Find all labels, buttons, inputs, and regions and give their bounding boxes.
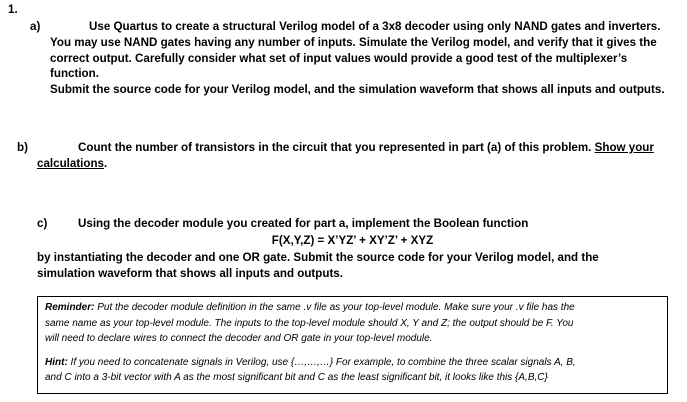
reminder-line-3: will need to declare wires to connect the decoder and OR gate in your top-level module. <box>45 333 433 344</box>
part-b-line-2 <box>37 156 107 172</box>
part-b-tail: . <box>104 157 108 170</box>
part-b-text: Count the number of transistors in the circuit that you represented in part (a) of this problem. <box>78 141 595 154</box>
part-a-body <box>50 35 665 97</box>
part-c-line-4: simulation waveform that shows all inputs and outputs. <box>37 267 343 280</box>
part-b-underlined-2: calculations <box>37 157 105 170</box>
part-a-label: a) <box>30 20 41 33</box>
hint-line-1 <box>45 355 667 371</box>
reminder-line-2: same name as your top-level module. The inputs to the top-level module should X, Y and Z; the output should be F. You <box>45 317 574 329</box>
hint-line-2: and C into a 3-bit vector with A as the most significant bit and C as the least significant bit, it looks like this {A,B,C} <box>45 372 548 383</box>
part-a-line-1: Use Quartus to create a structural Verilog model of a 3x8 decoder using only NAND gates and inverters. <box>89 20 661 33</box>
part-b-line-1 <box>78 140 654 156</box>
part-a-line-4: function. <box>50 67 99 80</box>
part-a-line-2: You may use NAND gates having any number of inputs. Simulate the Verilog model, and verify that it gives the <box>50 36 657 49</box>
hint-text-1: If you need to concatenate signals in Verilog, use {…,…,…} For example, to combine the three scalar signals A, B, <box>67 356 576 368</box>
question-number: 1. <box>8 3 18 16</box>
reminder-line-1 <box>45 300 667 316</box>
part-c-line-3: by instantiating the decoder and one OR gate. Submit the source code for your Verilog model, and the <box>37 251 599 264</box>
part-a-line-3: correct output. Carefully consider what set of input values would provide a good test of the multiplexer’s <box>50 51 628 65</box>
part-b-underlined-1: Show your <box>594 141 654 154</box>
reminder-text-1: Put the decoder module definition in the same .v file as your top-level module. Make sure your .v file has the <box>94 302 575 313</box>
part-a-line-5: Submit the source code for your Verilog model, and the simulation waveform that shows all inputs and outputs. <box>50 82 665 96</box>
reminder-box <box>37 296 668 394</box>
part-c-label: c) <box>37 217 48 230</box>
part-b-label: b) <box>17 141 28 154</box>
hint-label: Hint: <box>45 356 68 368</box>
boolean-equation: F(X,Y,Z) = X’YZ’ + XY’Z’ + XYZ <box>271 234 434 247</box>
part-c-line-1: Using the decoder module you created for part a, implement the Boolean function <box>78 217 529 230</box>
reminder-label: Reminder: <box>45 302 95 313</box>
